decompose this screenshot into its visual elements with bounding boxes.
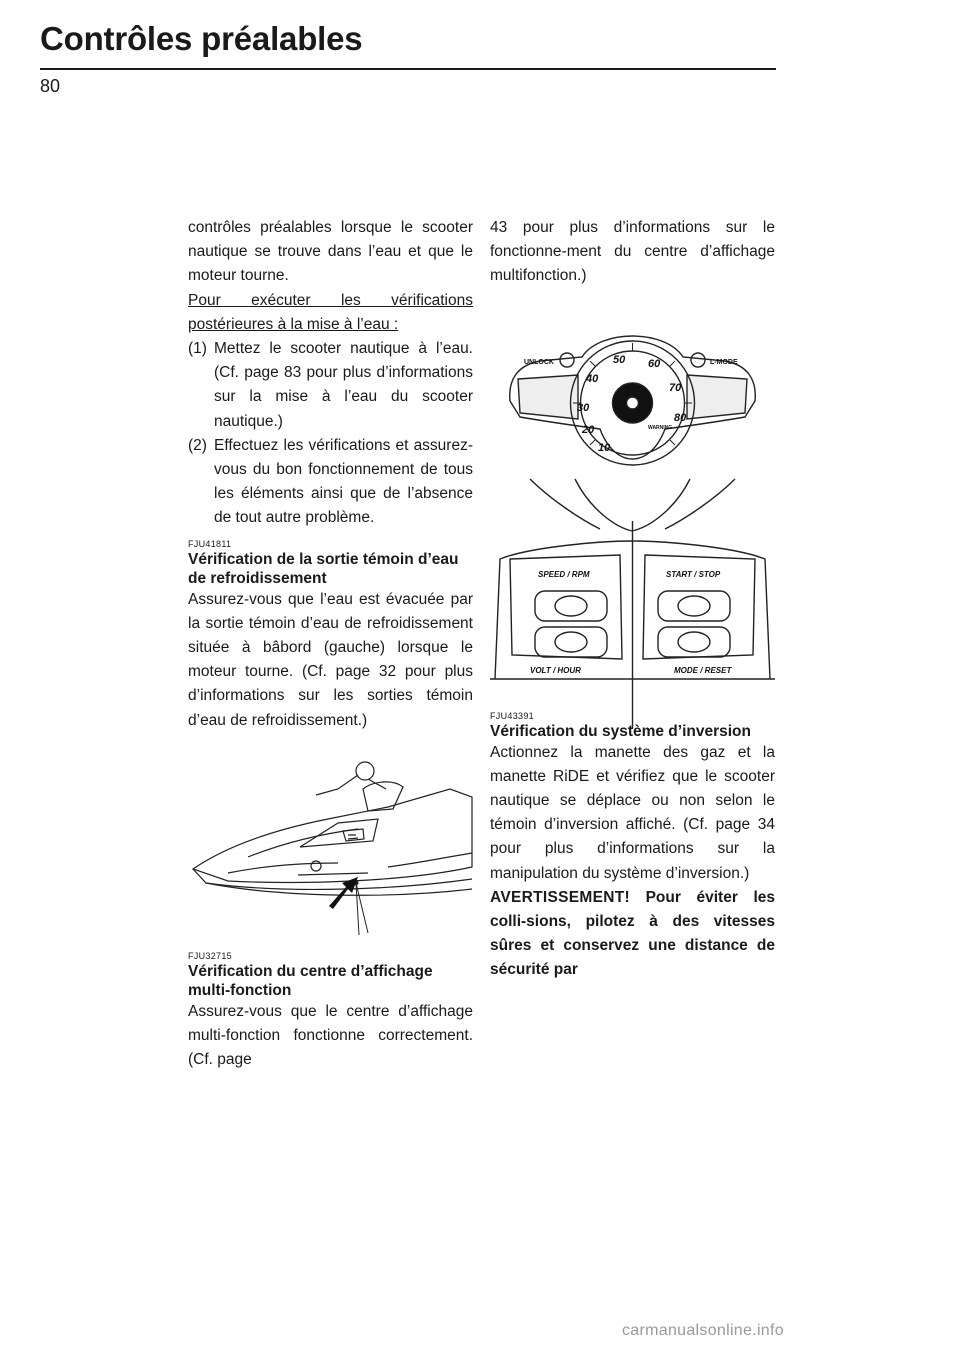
display-center-body: Assurez-vous que le centre d’affichage multi-fonction fonctionne correctement. (Cf. page — [188, 1002, 473, 1069]
gauge-number: 50 — [613, 353, 626, 366]
left-column — [188, 216, 473, 1072]
gauge-number: 20 — [582, 423, 595, 436]
page-title: Contrôles préalables — [40, 20, 363, 57]
warning-text: Pour éviter les colli-sions, pilotez à des vitesses sûres et conservez une distance de sécurité par — [490, 888, 776, 979]
post-launch-subheading: Pour exécuter les vérifications postérieures à la mise à l’eau : — [188, 291, 473, 333]
steps-list — [188, 337, 473, 531]
page-header — [40, 18, 776, 70]
display-center-heading: Vérification du centre d’affichage multi-fonction — [188, 962, 433, 999]
gauge-number: 80 — [674, 411, 687, 424]
page-number: 80 — [40, 76, 61, 96]
warning-paragraph — [490, 886, 775, 983]
speed-rpm-button-label: SPEED / RPM — [538, 569, 590, 579]
gauge-number: 60 — [648, 357, 661, 370]
cooling-water-heading: Vérification de la sortie témoin d’eau de refroidissement — [188, 550, 459, 587]
reverse-system-heading: Vérification du système d’inversion — [490, 722, 751, 740]
gauge-number: 10 — [598, 441, 611, 454]
warning-indicator-label: WARNING — [648, 424, 673, 431]
gauge-number: 70 — [669, 381, 682, 394]
start-stop-button-label: START / STOP — [666, 569, 721, 579]
unlock-label: UNLOCK — [524, 358, 554, 366]
gauge-number: 30 — [577, 401, 590, 414]
step-text: Effectuez les vérifications et assurez-vous du bon fonctionnement de tous les éléments ainsi que de l’absence de tout autre problème. — [214, 436, 473, 527]
cooling-water-body: Assurez-vous que l’eau est évacuée par la sortie témoin d’eau de refroidissement située à bâbord (gauche) lorsque le moteur tourne. (Cf. page 32 pour plus d’informations sur les sorties témoin d’eau de refroidissement.) — [188, 590, 473, 729]
section-code: FJU41811 — [188, 538, 232, 549]
section-code: FJU32715 — [188, 950, 232, 961]
gauge-number: 40 — [586, 372, 599, 385]
warning-label: AVERTISSEMENT! — [490, 888, 630, 906]
watercraft-illustration — [188, 749, 473, 939]
header-rule — [40, 68, 776, 70]
watermark: carmanualsonline.info — [622, 1322, 784, 1339]
mode-reset-button-label: MODE / RESET — [674, 665, 732, 675]
right-column — [490, 216, 775, 983]
volt-hour-button-label: VOLT / HOUR — [530, 665, 581, 675]
section-code: FJU43391 — [490, 710, 534, 721]
step-text: Mettez le scooter nautique à l’eau. (Cf. page 83 pour plus d’informations sur la mise à l’eau du scooter nautique.) — [214, 340, 473, 430]
reverse-system-body: Actionnez la manette des gaz et la manette RiDE et vérifiez que le scooter nautique se déplace ou non selon le témoin d’inversion affiché. (Cf. page 34 pour plus d’informations sur la manipulation du système d’inversion.) — [490, 743, 775, 882]
step-number: (1) — [188, 340, 207, 358]
intro-paragraph: contrôles préalables lorsque le scooter nautique se trouve dans l’eau et que le moteur tourne. — [188, 219, 473, 285]
multifunction-display-illustration — [490, 309, 775, 729]
lmode-label: L-MODE — [710, 358, 738, 366]
step-number: (2) — [188, 436, 207, 454]
list-item — [188, 337, 473, 434]
continuation-paragraph: 43 pour plus d’informations sur le fonctionne-ment du centre d’affichage multifonction.) — [490, 219, 775, 285]
list-item — [188, 434, 473, 531]
